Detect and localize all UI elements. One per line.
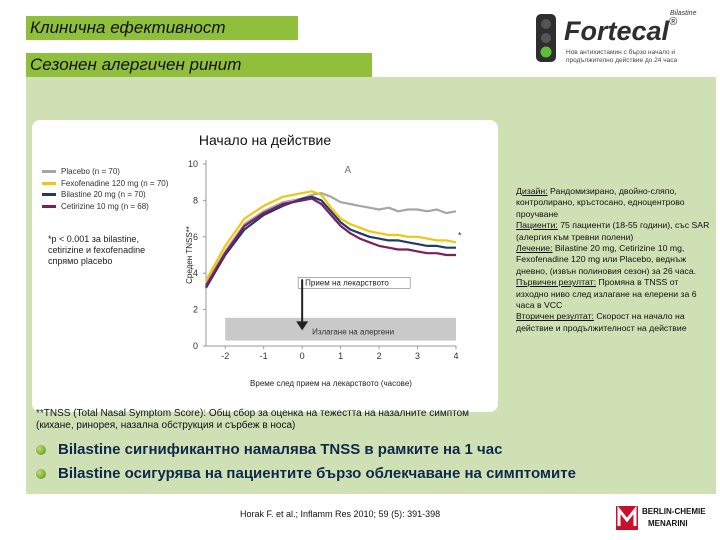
legend-item	[42, 178, 168, 190]
legend-swatch	[42, 205, 56, 208]
menarini-emblem-icon	[616, 506, 638, 530]
legend-label: Cetirizine 10 mg (n = 68)	[61, 201, 149, 211]
title-bar	[26, 16, 298, 40]
legend-item	[42, 166, 168, 178]
note-patients	[516, 220, 710, 243]
significance-marker: *	[458, 230, 462, 241]
significance-footnote: *p < 0.001 за bilastine, cetirizine и fexofenadine спрямо placebo	[48, 234, 146, 266]
y-tick-label: 10	[187, 159, 198, 169]
study-notes	[516, 186, 710, 334]
note-design	[516, 186, 710, 220]
x-tick-label: 2	[376, 351, 382, 361]
page-title: Клинична ефективност	[30, 18, 226, 37]
y-tick-label: 8	[192, 195, 198, 206]
company-logo	[616, 502, 716, 536]
legend-swatch	[42, 170, 56, 173]
reference-citation: Horak F. et al.; Inflamm Res 2010; 59 (5): 391-398	[240, 509, 441, 519]
x-tick-label: 3	[415, 351, 421, 361]
legend-label: Bilastine 20 mg (n = 70)	[61, 190, 146, 199]
legend-swatch	[42, 182, 56, 185]
bullet-1	[36, 441, 502, 458]
x-tick-label: 4	[453, 351, 459, 361]
y-tick-label: 2	[192, 304, 198, 315]
bullet-icon	[36, 445, 46, 455]
company-name-line2: MENARINI	[648, 519, 688, 528]
registered-mark: ®	[669, 16, 678, 28]
legend-swatch	[42, 193, 56, 196]
company-name-line1: BERLIN-CHEMIE	[642, 507, 706, 516]
legend-label: Fexofenadine 120 mg (n = 70)	[61, 178, 169, 188]
y-tick-label: 4	[192, 268, 198, 279]
subtitle-bar	[26, 53, 372, 77]
tnss-line-chart	[180, 150, 500, 400]
note-patients-label: Пациенти:	[516, 220, 558, 231]
brand-tagline	[566, 49, 677, 65]
brand-name-text: Fortecal	[564, 16, 670, 46]
bullet-2-text: Bilastine осигурява на пациентите бързо облекчаване на симптомите	[58, 465, 576, 482]
note-treatment	[516, 243, 710, 277]
note-secondary-label: Вторичен резултат:	[516, 311, 594, 322]
brand-logo	[526, 8, 716, 68]
panel-letter: A	[344, 165, 352, 177]
dose-label: Прием на лекарството	[305, 278, 389, 288]
legend-item	[42, 189, 168, 201]
bullet-1-text: Bilastine сигнификантно намалява TNSS в рамките на 1 час	[58, 441, 503, 458]
note-secondary-text: Скорост на начало на действие и продължителност на действие	[516, 311, 687, 333]
note-design-text: Рандомизирано, двойно-сляпо, контролирано, кръстосано, едноцентрово проучване	[516, 186, 685, 219]
brand-ingredient: Bilastine	[670, 10, 697, 17]
y-tick-label: 6	[192, 231, 198, 242]
bullet-2	[36, 465, 576, 482]
brand-tagline-line1: Нов антихистамин с бързо начало и	[566, 49, 676, 56]
exposure-label: Излагане на алергени	[312, 327, 395, 337]
bullet-icon	[36, 469, 46, 479]
x-tick-label: -1	[259, 351, 268, 361]
note-secondary	[516, 311, 710, 334]
note-primary	[516, 277, 710, 311]
note-treatment-label: Лечение:	[516, 243, 553, 254]
x-tick-label: 0	[299, 351, 305, 361]
y-axis-label: Среден TNSS**	[185, 226, 194, 284]
chart-title: Начало на действие	[198, 132, 332, 148]
legend-item	[42, 201, 168, 213]
note-patients-text: 75 пациенти (18-55 години), със SAR (алергия към тревни полени)	[516, 220, 710, 242]
note-primary-label: Първичен резултат:	[516, 277, 597, 288]
note-treatment-text: Bilastine 20 mg, Cetirizine 10 mg, Fexofenadine 120 mg или Placebo, веднъж дневно, (извън полиновия сезон) за 26 часа.	[516, 243, 697, 276]
y-tick-label: 0	[192, 341, 198, 351]
x-tick-label: 1	[338, 351, 344, 361]
brand-name	[564, 16, 677, 47]
x-axis-label: Време след прием на лекарството (часове)	[250, 379, 412, 388]
x-tick-label: -2	[221, 351, 230, 361]
note-design-label: Дизайн:	[516, 186, 548, 196]
traffic-light-icon	[532, 12, 560, 64]
page-subtitle: Сезонен алергичен ринит	[30, 55, 242, 74]
legend-label: Placebo (n = 70)	[61, 167, 120, 176]
brand-tagline-line2: продължително действие до 24 часа	[566, 57, 678, 64]
note-primary-text: Промяна в TNSS от изходно ниво след излагане на елерени за 6 часа в VCC	[516, 277, 697, 311]
tnss-definition: **TNSS (Total Nasal Symptom Score): Общ сбор за оценка на тежестта на назалните симптом (кихане, ринорея, назална обструкция и сърбеж в носа)	[36, 408, 470, 431]
chart-legend	[42, 166, 168, 212]
